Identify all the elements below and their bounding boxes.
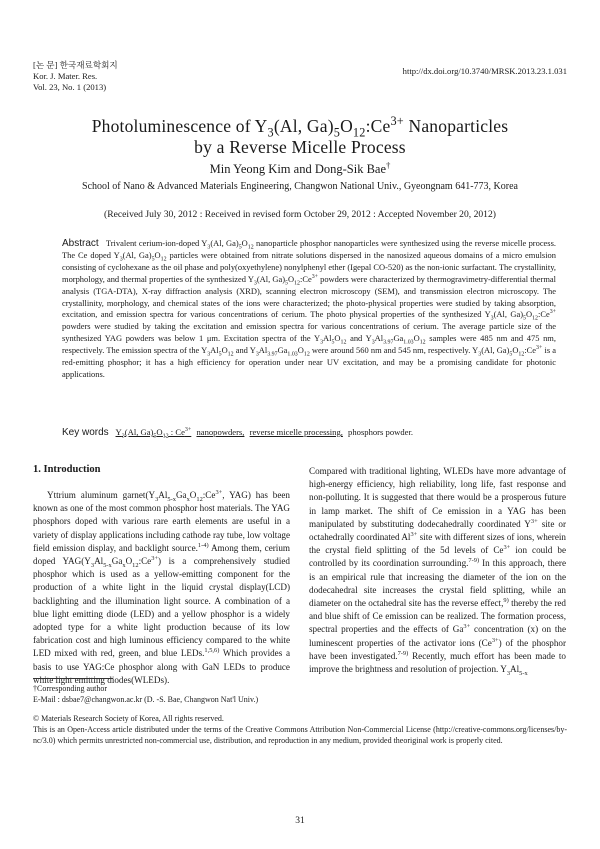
journal-english-name: Kor. J. Mater. Res. [33, 71, 98, 81]
footnotes [33, 683, 567, 746]
citation-ref: 1-4) [197, 541, 209, 549]
corresponding-author-note: †Corresponding author [33, 684, 107, 693]
abstract-label: Abstract [62, 238, 99, 249]
citation-ref: 7-9) [397, 649, 409, 657]
corresponding-mark: † [386, 159, 391, 170]
keywords [62, 427, 556, 438]
journal-masthead [33, 60, 118, 93]
author-list: Min Yeong Kim and Dong-Sik Bae† [209, 159, 391, 176]
received-dates: (Received July 30, 2012 : Received in revised form October 29, 2012 : Accepted November 20, 2012) [104, 209, 496, 220]
citation-ref: 9) [503, 596, 509, 604]
journal-korean-name: [논 문] 한국재료학회지 [33, 60, 118, 70]
license-note: This is an Open-Access article distributed under the terms of the Creative Commons Attribution Non-Commercial License (http://creative-commons.org/licenses/by-nc/3.0) which permits unrestricted non-commercial use, distribution, and reproduction in any medium, provided theoriginal work is properly cited. [33, 725, 567, 745]
citation-ref: 7-9) [468, 557, 480, 565]
page-number: 31 [295, 816, 305, 826]
footnote-divider [33, 678, 113, 679]
copyright-note: © Materials Research Society of Korea, All rights reserved. [33, 714, 224, 723]
body-column-left: Yttrium aluminum $garnet(Y_3Al_{5-x}Ga_xO_{12}:Ce^{3+}$, YAG) has been known as one of the most common phosphor host materials. The YAG phosphors doped with various rare earth elements are useful in a variety of display applications including cathode ray tube, low voltage field emission display, and backlight source.$^{1-4)}$ Among them, cerium doped $YAG(Y_3Al_{5-x}Ga_xO_{12}:Ce^{3+})$ is a comprehensively studied phosphor which is used as a yellow-emitting component for the production of a white light in the liquid crystal display(LCD) backlighting and the illumination light source. A combination of a blue light emitting diode (LED) and a yellow phosphor is a widely adopted type for a white light production because of its low fabrication cost and high luminous efficiency compared to the white LED mixed with red, green, and blue LEDs.$^{1,5,6)}$ Which provides a basis to use YAG:Ce phosphor along with GaN LEDs to produce white light emitting diodes(WLEDs). [33, 488, 290, 685]
affiliation: School of Nano & Advanced Materials Engineering, Changwon National Univ., Gyeongnam 641-773, Korea [82, 181, 518, 192]
title-line-1: Photoluminescence of $Y_3(Al$, $Ga)_5O_{12}:Ce^{3+}$ Nanoparticles [91, 114, 509, 140]
keywords-label: Key words [62, 427, 109, 438]
keyword-nanopowders: nanopowders, [196, 427, 245, 437]
journal-volume: Vol. 23, No. 1 (2013) [33, 82, 107, 92]
body-column-right: Compared with traditional lighting, WLEDs have more advantage of high-energy efficiency, high reliability, long life, fast response and non-polluting. It is suggested that there would be a prosperous future in lamp market. The shift of Ce emission in a YAG has been manipulated by substituting dodecahedrally coordinated $Y^{3+}$ site or octahedrally coordinated $Al^{3+}$ site with different sizes of ions, wherein the crystal field splitting of the 5d levels of $Ce^{3+}$ ion could be controlled by its coordination surrounding.$^{7-9)}$ In this approach, there is an empirical rule that increasing the diameter of the ion on the dodecahedral site increases the crystal field splitting, while an diameter on the octahedral site has the reverse effect,$^{9)}$ thereby the red and blue shift of Ce emission can be realized. The formation process, spectral properties and the effects of $Ga^{3+}$ concentration (x) on the luminescent properties of the activator ions $(Ce^{3+})$ of the phosphor have been investigated.$^{7-9)}$ Recently, much effort has been made to improve the brightness and resolution of projection. $Y_3Al_{5-x}$ [309, 466, 567, 677]
section-heading-introduction: 1. Introduction [33, 464, 101, 475]
keyword-phosphors: phosphors powder. [345, 427, 413, 437]
title-line-2: by a Reverse Micelle Process [194, 137, 406, 157]
citation-ref: 1,5,6) [204, 647, 220, 655]
email-note: E-Mail : dsbae7@changwon.ac.kr (D. -S. Bae, Changwon Nat'l Univ.) [33, 695, 259, 704]
paper-title [0, 116, 600, 158]
doi-link[interactable]: http://dx.doi.org/10.3740/MRSK.2013.23.1.031 [402, 66, 567, 76]
keyword-yag-ce: $Y_3(Al$, $Ga)_5O_{12}$ : $Ce^{3+}$ [115, 427, 192, 440]
abstract: Abstract Trivalent cerium-ion-doped $Y_3(Al$, $Ga)_5O_{12}$ nanoparticle phosphor nanoparticles were synthesized using the reverse micelle process. The Ce doped $Y_3(Al$, $Ga)_5O_{12}$ particles were obtained from nitrate solutions dispersed in the nanosized aqueous domains of a micro emulsion consisting of cyclohexane as the oil phase and poly(oxyethylene) nonylphenyl ether (Igepal CO-520) as the non-ionic surfactant. The crystallinity, morphology, and thermal properties of the synthesized $Y_3(Al$, $Ga)_5O_{12}:Ce^{3+}$ powders were characterized by thermogravimetry-differential thermal analysis (TGA-DTA), X-ray diffraction analysis (XRD), scanning electron microscopy (SEM), and transmission electron microscopy. The crystallinity, morphology, and chemical states of the ions were characterized; the photo-physical properties were studied by taking absorption, excitation, and emission spectra for various concentrations of cerium. The photo physical properties of the synthesized $Y_3(Al$, $Ga)_5O_{12}:Ce^{3+}$ powders were studied by taking the excitation and emission spectra for various concentrations of cerium. The average particle size of the synthesized YAG powders was below 1 μm. Excitation spectra of the $Y_3Al_5O_{12}$ and $Y_3Al_{3.97}Ga_{1.03}O_{12}$ samples were 485 nm and 475 nm, respectively. The emission spectra of the $Y_3Al_5O_{12}$ and $Y_3Al_{3.97}Ga_{1.03}O_{12}$ were around 560 nm and 545 nm, respectively. $Y_3(Al$, $Ga)_5O_{12}:Ce^{3+}$ is a red-emitting phosphor; it has a high efficiency for operation under near UV excitation, and may be a promising candidate for photonic applications. [62, 238, 557, 379]
keyword-reverse-micelle: reverse micelle processing, [249, 427, 343, 437]
